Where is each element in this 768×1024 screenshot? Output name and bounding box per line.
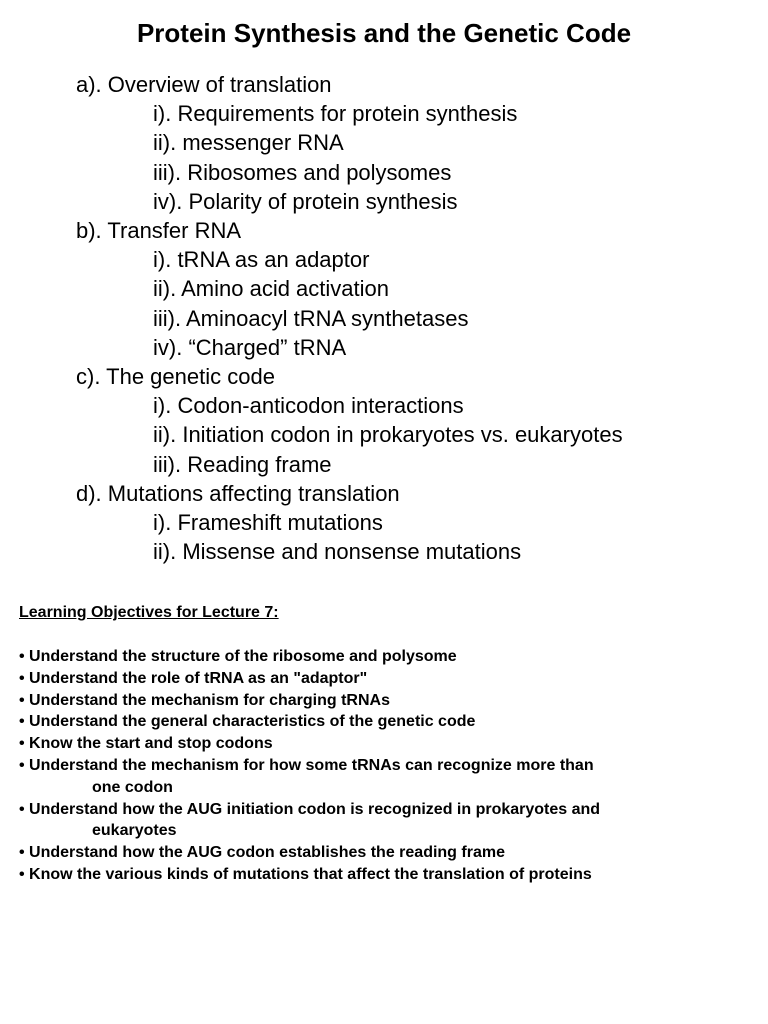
outline-item: i). tRNA as an adaptor bbox=[153, 247, 370, 273]
objective-text: • Understand the mechanism for charging tRNAs bbox=[19, 691, 390, 709]
outline-section-a: a). Overview of translation bbox=[76, 72, 332, 97]
outline-section-d: d). Mutations affecting translation bbox=[76, 480, 400, 506]
outline-item: iii). Ribosomes and polysomes bbox=[153, 159, 452, 185]
objective-continuation: eukaryotes bbox=[92, 822, 177, 840]
objectives-list bbox=[19, 646, 759, 886]
outline-item: ii). messenger RNA bbox=[153, 130, 344, 156]
objective-text: • Understand the role of tRNA as an "adaptor" bbox=[19, 669, 368, 687]
objective-item bbox=[19, 690, 759, 712]
objective-item bbox=[19, 864, 759, 886]
objective-item bbox=[19, 842, 759, 864]
objective-text: • Know the start and stop codons bbox=[19, 735, 273, 753]
outline-item: i). Frameshift mutations bbox=[153, 510, 383, 536]
outline-item: iii). Aminoacyl tRNA synthetases bbox=[153, 305, 469, 331]
outline-item: iv). “Charged” tRNA bbox=[153, 334, 347, 360]
objective-item bbox=[19, 799, 759, 843]
outline-section-c: c). The genetic code bbox=[76, 364, 275, 390]
objective-text: • Understand how the AUG codon establishes the reading frame bbox=[19, 844, 505, 862]
outline-item: i). Requirements for protein synthesis bbox=[153, 101, 518, 127]
outline-item: ii). Initiation codon in prokaryotes vs. eukaryotes bbox=[153, 422, 623, 448]
outline-item: iv). Polarity of protein synthesis bbox=[153, 188, 458, 214]
objective-text: • Understand how the AUG initiation codon is recognized in prokaryotes and bbox=[19, 800, 601, 818]
outline-item: ii). Amino acid activation bbox=[153, 276, 389, 302]
objective-text: • Understand the general characteristics of the genetic code bbox=[19, 713, 476, 731]
lecture-outline bbox=[0, 70, 768, 566]
objective-item bbox=[19, 668, 759, 690]
objective-item bbox=[19, 646, 759, 668]
objective-text: • Understand the structure of the ribosome and polysome bbox=[19, 648, 457, 665]
objectives-heading: Learning Objectives for Lecture 7: bbox=[19, 604, 279, 621]
outline-item: i). Codon-anticodon interactions bbox=[153, 393, 464, 419]
objective-item bbox=[19, 755, 759, 799]
outline-item: iii). Reading frame bbox=[153, 451, 332, 477]
outline-item: ii). Missense and nonsense mutations bbox=[153, 539, 522, 565]
objective-continuation: one codon bbox=[92, 778, 173, 796]
learning-objectives bbox=[19, 602, 759, 886]
outline-section-b: b). Transfer RNA bbox=[76, 218, 242, 244]
page-title: Protein Synthesis and the Genetic Code bbox=[136, 18, 632, 48]
objective-text: • Know the various kinds of mutations that affect the translation of proteins bbox=[19, 865, 592, 883]
objective-text: • Understand the mechanism for how some tRNAs can recognize more than bbox=[19, 756, 594, 774]
objective-item bbox=[19, 733, 759, 755]
objective-item bbox=[19, 711, 759, 733]
